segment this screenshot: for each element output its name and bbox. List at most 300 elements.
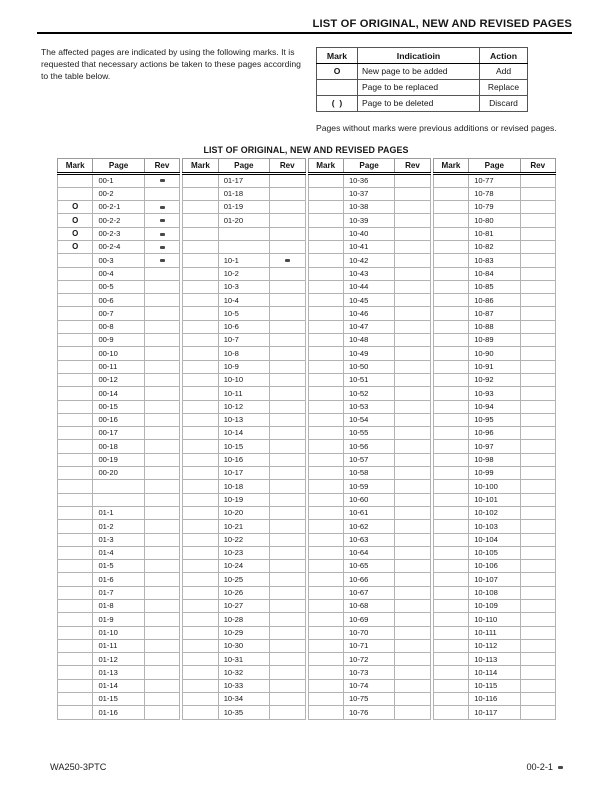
table-row <box>183 639 305 652</box>
page-cell: 10-82 <box>469 240 520 253</box>
page-cell: 10-63 <box>343 533 394 546</box>
rev-cell <box>395 334 430 347</box>
table-row <box>308 600 430 613</box>
table-row <box>433 679 555 692</box>
rev-cell <box>395 413 430 426</box>
table-row <box>308 573 430 586</box>
rev-cell <box>395 280 430 293</box>
rev-cell <box>520 600 555 613</box>
note-text: Pages without marks were previous additions or revised pages. <box>316 123 557 133</box>
page-cell: 10-30 <box>218 639 269 652</box>
mark-cell <box>183 187 218 200</box>
rev-cell <box>395 227 430 240</box>
table-row <box>183 214 305 227</box>
rev-cell <box>395 613 430 626</box>
mark-cell <box>183 626 218 639</box>
mark-cell <box>433 573 468 586</box>
table-row <box>183 693 305 706</box>
table-row <box>183 493 305 506</box>
group-header-row <box>433 158 555 173</box>
table-row <box>308 560 430 573</box>
rev-cell <box>395 679 430 692</box>
rev-cell <box>144 706 179 719</box>
table-row <box>433 600 555 613</box>
rev-cell <box>520 560 555 573</box>
page-cell: 10-21 <box>218 520 269 533</box>
mark-cell <box>308 294 343 307</box>
table-row <box>433 440 555 453</box>
rev-cell <box>270 373 305 386</box>
rev-cell <box>520 280 555 293</box>
rev-cell <box>144 280 179 293</box>
table-row <box>183 267 305 280</box>
page-cell: 01-9 <box>93 613 144 626</box>
rev-cell <box>520 653 555 666</box>
rev-cell <box>270 453 305 466</box>
mark-cell <box>58 467 93 480</box>
mark-cell <box>183 506 218 519</box>
table-row <box>308 653 430 666</box>
marks-header-mark: Mark <box>317 48 358 64</box>
page-cell: 00-3 <box>93 254 144 267</box>
mark-cell <box>58 560 93 573</box>
rev-cell <box>520 427 555 440</box>
intro-paragraph: The affected pages are indicated by using the following marks. It is requested that necessary actions be taken to these pages according to the table below. <box>41 47 301 81</box>
rev-cell <box>395 440 430 453</box>
page-cell: 10-60 <box>343 493 394 506</box>
mark-cell <box>308 373 343 386</box>
table-row <box>58 506 180 519</box>
mark-cell <box>183 240 218 253</box>
rev-cell <box>144 506 179 519</box>
mark-cell <box>183 173 218 187</box>
rev-cell <box>520 294 555 307</box>
rev-cell <box>395 626 430 639</box>
rev-cell <box>395 666 430 679</box>
rev-cell <box>395 493 430 506</box>
mark-cell <box>433 546 468 559</box>
rev-cell <box>520 413 555 426</box>
rev-cell <box>395 173 430 187</box>
rev-cell <box>520 400 555 413</box>
page-cell: 00-9 <box>93 334 144 347</box>
mark-cell <box>308 387 343 400</box>
page-cell: 10-77 <box>469 173 520 187</box>
page-cell: 10-53 <box>343 400 394 413</box>
page-cell: 10-39 <box>343 214 394 227</box>
mark-cell <box>433 560 468 573</box>
mark-cell <box>58 173 93 187</box>
rev-cell <box>270 227 305 240</box>
rev-cell <box>270 639 305 652</box>
page-cell: 01-4 <box>93 546 144 559</box>
mark-cell <box>58 693 93 706</box>
page-cell: 10-72 <box>343 653 394 666</box>
rev-cell <box>270 493 305 506</box>
page-cell: 10-99 <box>469 467 520 480</box>
page-cell: 10-45 <box>343 294 394 307</box>
rev-cell <box>520 173 555 187</box>
mark-cell <box>433 387 468 400</box>
table-row <box>308 679 430 692</box>
rev-cell <box>270 320 305 333</box>
page-cell: 00-1 <box>93 173 144 187</box>
table-row <box>58 427 180 440</box>
table-row <box>183 307 305 320</box>
rev-cell <box>270 706 305 719</box>
page-cell: 01-13 <box>93 666 144 679</box>
page-cell: 10-114 <box>469 666 520 679</box>
page-cell: 10-70 <box>343 626 394 639</box>
page-cell: 10-116 <box>469 693 520 706</box>
table-row <box>58 613 180 626</box>
page-cell: 01-10 <box>93 626 144 639</box>
page-cell: 10-86 <box>469 294 520 307</box>
page-cell: 01-7 <box>93 586 144 599</box>
rev-cell <box>395 706 430 719</box>
mark-cell <box>58 360 93 373</box>
mark-cell <box>433 400 468 413</box>
mark-cell <box>308 227 343 240</box>
page-cell: 10-5 <box>218 307 269 320</box>
rev-cell <box>395 267 430 280</box>
table-row <box>433 533 555 546</box>
rev-cell <box>395 400 430 413</box>
mark-cell <box>183 679 218 692</box>
mark-cell <box>433 480 468 493</box>
mark-cell <box>308 467 343 480</box>
table-row <box>433 626 555 639</box>
mark-cell <box>433 653 468 666</box>
mark-cell <box>183 467 218 480</box>
rev-cell <box>270 546 305 559</box>
page-cell: 00-10 <box>93 347 144 360</box>
mark-cell <box>308 214 343 227</box>
table-row <box>58 360 180 373</box>
mark-cell <box>58 679 93 692</box>
legend-mark-cell <box>317 80 358 96</box>
mark-cell <box>183 294 218 307</box>
page-cell <box>218 240 269 253</box>
rev-cell <box>144 480 179 493</box>
page-cell: 10-64 <box>343 546 394 559</box>
page-cell: 10-27 <box>218 600 269 613</box>
page-cell: 10-103 <box>469 520 520 533</box>
table-row <box>308 693 430 706</box>
page-cell: 10-6 <box>218 320 269 333</box>
rev-cell <box>395 254 430 267</box>
table-row <box>433 427 555 440</box>
mark-cell <box>183 201 218 214</box>
rev-cell <box>270 214 305 227</box>
mark-cell <box>308 254 343 267</box>
marks-header-action: Action <box>480 48 528 64</box>
page-cell: 10-79 <box>469 201 520 214</box>
table-row <box>58 666 180 679</box>
group-header-row <box>58 158 180 173</box>
table-row <box>183 187 305 200</box>
table-row <box>58 639 180 652</box>
rev-cell <box>270 201 305 214</box>
table-row <box>433 240 555 253</box>
mark-cell <box>58 453 93 466</box>
rev-cell <box>520 533 555 546</box>
rev-cell <box>395 653 430 666</box>
table-row <box>183 413 305 426</box>
rev-cell <box>144 373 179 386</box>
table-row <box>433 520 555 533</box>
page-cell: 00-5 <box>93 280 144 293</box>
page-cell: 10-80 <box>469 214 520 227</box>
mark-cell <box>183 334 218 347</box>
table-row <box>58 693 180 706</box>
mark-cell <box>308 480 343 493</box>
mark-cell <box>183 639 218 652</box>
mark-cell <box>183 613 218 626</box>
page-cell: 10-50 <box>343 360 394 373</box>
footer-model-code: WA250-3PTC <box>50 762 107 772</box>
page-cell: 00-16 <box>93 413 144 426</box>
rev-cell <box>144 653 179 666</box>
column-header-rev: Rev <box>520 158 555 173</box>
page-cell: 10-85 <box>469 280 520 293</box>
mark-cell <box>58 254 93 267</box>
mark-cell <box>183 227 218 240</box>
mark-cell <box>183 666 218 679</box>
rev-cell <box>144 320 179 333</box>
page-cell: 00-6 <box>93 294 144 307</box>
rev-cell <box>144 679 179 692</box>
rev-cell <box>144 693 179 706</box>
table-row <box>58 600 180 613</box>
rev-cell <box>270 693 305 706</box>
page-cell: 10-32 <box>218 666 269 679</box>
table-row <box>308 400 430 413</box>
page-cell: 01-5 <box>93 560 144 573</box>
column-header-mark: Mark <box>308 158 343 173</box>
table-row <box>433 693 555 706</box>
table-row <box>433 586 555 599</box>
rev-cell <box>144 227 179 240</box>
page-cell: 01-18 <box>218 187 269 200</box>
mark-cell <box>433 227 468 240</box>
page-cell: 01-1 <box>93 506 144 519</box>
table-row <box>58 440 180 453</box>
mark-cell <box>308 320 343 333</box>
rev-cell <box>270 387 305 400</box>
page-cell: 01-14 <box>93 679 144 692</box>
table-row <box>433 387 555 400</box>
page-cell: 00-2-3 <box>93 227 144 240</box>
rev-cell <box>520 347 555 360</box>
rev-cell <box>270 520 305 533</box>
page-cell: 10-75 <box>343 693 394 706</box>
rev-cell <box>520 639 555 652</box>
mark-cell <box>308 679 343 692</box>
table-row <box>308 413 430 426</box>
marks-table-row <box>317 80 528 96</box>
page-cell: 10-13 <box>218 413 269 426</box>
page-cell: 10-28 <box>218 613 269 626</box>
table-row <box>58 294 180 307</box>
rev-cell <box>520 387 555 400</box>
page-cell: 00-17 <box>93 427 144 440</box>
rev-cell <box>144 254 179 267</box>
page-cell: 10-89 <box>469 334 520 347</box>
mark-cell <box>433 506 468 519</box>
page-cell: 10-54 <box>343 413 394 426</box>
mark-cell: O <box>58 227 93 240</box>
page-cell: 10-61 <box>343 506 394 519</box>
legend-indication-cell: New page to be added <box>358 64 480 80</box>
rev-cell <box>520 373 555 386</box>
rev-cell <box>520 307 555 320</box>
mark-cell <box>308 413 343 426</box>
page-cell: 10-90 <box>469 347 520 360</box>
mark-cell <box>433 706 468 719</box>
table-row <box>183 573 305 586</box>
page-cell: 00-15 <box>93 400 144 413</box>
page-cell: 10-41 <box>343 240 394 253</box>
page-cell: 10-87 <box>469 307 520 320</box>
table-row <box>308 506 430 519</box>
rev-cell <box>520 227 555 240</box>
page-cell: 10-112 <box>469 639 520 652</box>
page-cell: 10-94 <box>469 400 520 413</box>
page-cell: 10-100 <box>469 480 520 493</box>
mark-cell <box>433 280 468 293</box>
mark-cell <box>308 626 343 639</box>
page-cell: 10-110 <box>469 613 520 626</box>
table-row <box>183 613 305 626</box>
page-cell: 01-2 <box>93 520 144 533</box>
header-rule <box>37 32 572 34</box>
table-row <box>308 267 430 280</box>
column-header-rev: Rev <box>395 158 430 173</box>
mark-cell <box>433 613 468 626</box>
table-row <box>433 613 555 626</box>
page-cell: 10-52 <box>343 387 394 400</box>
mark-cell <box>308 201 343 214</box>
table-row <box>183 373 305 386</box>
mark-cell <box>58 307 93 320</box>
page-cell <box>93 493 144 506</box>
rev-cell <box>270 307 305 320</box>
page-cell: 10-19 <box>218 493 269 506</box>
page-cell: 10-37 <box>343 187 394 200</box>
mark-cell <box>308 573 343 586</box>
page-cell: 10-78 <box>469 187 520 200</box>
marks-legend-header-row <box>317 48 528 64</box>
table-row <box>308 533 430 546</box>
column-header-page: Page <box>469 158 520 173</box>
pages-group-4 <box>433 158 556 720</box>
rev-cell <box>395 546 430 559</box>
rev-cell <box>270 679 305 692</box>
mark-cell: O <box>58 214 93 227</box>
table-row <box>183 586 305 599</box>
page-cell: 10-96 <box>469 427 520 440</box>
rev-cell <box>144 586 179 599</box>
mark-cell <box>58 493 93 506</box>
footer-page-number-text: 00-2-1 <box>526 762 553 772</box>
table-row <box>58 706 180 719</box>
table-row <box>433 480 555 493</box>
column-header-page: Page <box>218 158 269 173</box>
mark-cell <box>183 520 218 533</box>
mark-cell <box>433 267 468 280</box>
page-cell: 10-43 <box>343 267 394 280</box>
mark-cell <box>308 307 343 320</box>
page-cell: 10-2 <box>218 267 269 280</box>
rev-cell <box>520 693 555 706</box>
rev-cell <box>144 613 179 626</box>
table-row <box>183 240 305 253</box>
rev-cell <box>270 173 305 187</box>
table-row <box>433 267 555 280</box>
mark-cell <box>58 320 93 333</box>
page-cell: 00-4 <box>93 267 144 280</box>
table-row <box>183 280 305 293</box>
mark-cell <box>433 626 468 639</box>
page-cell: 10-81 <box>469 227 520 240</box>
table-row <box>308 173 430 187</box>
pages-group-2 <box>182 158 305 720</box>
rev-cell <box>395 187 430 200</box>
table-row <box>308 639 430 652</box>
mark-cell <box>58 626 93 639</box>
page-cell <box>218 227 269 240</box>
table-row <box>183 626 305 639</box>
mark-cell <box>183 453 218 466</box>
rev-cell <box>395 453 430 466</box>
pages-table-title: LIST OF ORIGINAL, NEW AND REVISED PAGES <box>203 144 409 155</box>
table-row <box>433 493 555 506</box>
rev-cell <box>270 440 305 453</box>
rev-cell <box>144 267 179 280</box>
rev-cell <box>270 560 305 573</box>
table-row <box>58 373 180 386</box>
mark-cell <box>183 320 218 333</box>
page-cell: 10-3 <box>218 280 269 293</box>
table-row <box>58 493 180 506</box>
rev-cell <box>395 373 430 386</box>
page-cell: 10-113 <box>469 653 520 666</box>
rev-cell <box>520 440 555 453</box>
table-row <box>308 307 430 320</box>
rev-cell <box>395 506 430 519</box>
mark-cell <box>308 240 343 253</box>
table-row <box>183 679 305 692</box>
mark-cell <box>433 600 468 613</box>
rev-cell <box>270 267 305 280</box>
rev-cell <box>144 187 179 200</box>
rev-cell <box>520 520 555 533</box>
table-row <box>308 373 430 386</box>
table-row <box>183 320 305 333</box>
mark-cell <box>58 506 93 519</box>
page-cell: 10-20 <box>218 506 269 519</box>
rev-cell <box>395 387 430 400</box>
page-cell: 10-68 <box>343 600 394 613</box>
mark-cell <box>183 573 218 586</box>
mark-cell <box>58 573 93 586</box>
page-cell: 10-83 <box>469 254 520 267</box>
table-row <box>58 413 180 426</box>
mark-cell <box>308 173 343 187</box>
rev-cell <box>395 600 430 613</box>
mark-cell <box>308 706 343 719</box>
